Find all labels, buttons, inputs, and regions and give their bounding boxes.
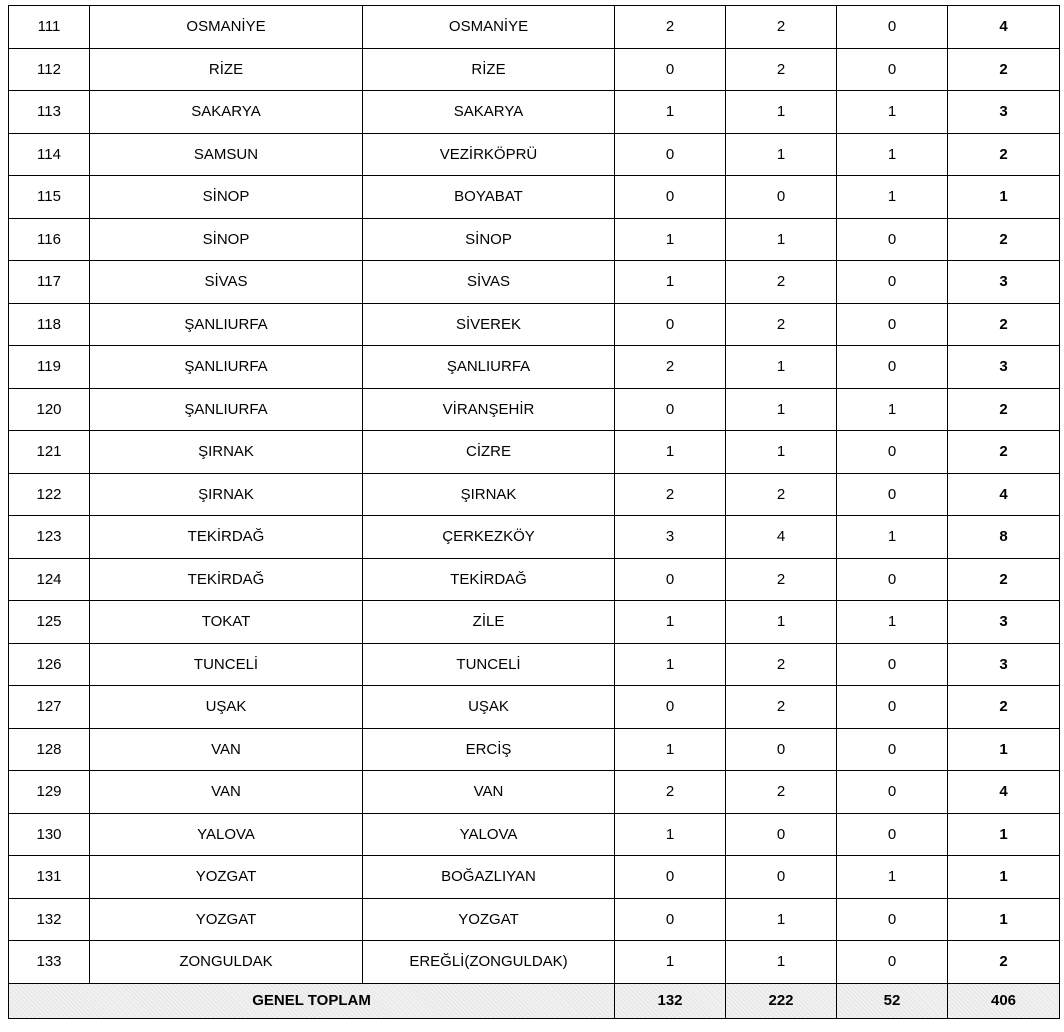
count-a-cell: 2 <box>615 771 726 814</box>
table-row <box>9 388 1060 431</box>
table-body <box>9 6 1060 1019</box>
count-c-cell: 1 <box>837 388 948 431</box>
district-cell: TEKİRDAĞ <box>363 558 615 601</box>
count-b-cell: 2 <box>726 558 837 601</box>
count-b-cell: 0 <box>726 856 837 899</box>
count-a-cell: 2 <box>615 6 726 49</box>
count-a-cell: 1 <box>615 431 726 474</box>
count-c-cell: 0 <box>837 898 948 941</box>
count-b-cell: 2 <box>726 6 837 49</box>
province-cell: UŞAK <box>90 686 363 729</box>
province-cell: SİNOP <box>90 218 363 261</box>
count-b-cell: 2 <box>726 643 837 686</box>
row-number-cell: 116 <box>9 218 90 261</box>
table-row <box>9 898 1060 941</box>
district-cell: UŞAK <box>363 686 615 729</box>
row-number-cell: 124 <box>9 558 90 601</box>
row-total-cell: 1 <box>948 728 1060 771</box>
row-number-cell: 130 <box>9 813 90 856</box>
grand-total-row <box>9 983 1060 1018</box>
row-number-cell: 119 <box>9 346 90 389</box>
table-row <box>9 218 1060 261</box>
count-b-cell: 2 <box>726 771 837 814</box>
row-total-cell: 2 <box>948 431 1060 474</box>
row-number-cell: 131 <box>9 856 90 899</box>
province-cell: ŞANLIURFA <box>90 346 363 389</box>
row-number-cell: 127 <box>9 686 90 729</box>
row-total-cell: 8 <box>948 516 1060 559</box>
district-cell: SAKARYA <box>363 91 615 134</box>
grand-total-col-c: 52 <box>837 983 948 1018</box>
count-a-cell: 1 <box>615 91 726 134</box>
district-cell: OSMANİYE <box>363 6 615 49</box>
count-a-cell: 1 <box>615 601 726 644</box>
row-total-cell: 2 <box>948 686 1060 729</box>
count-c-cell: 0 <box>837 941 948 984</box>
count-a-cell: 0 <box>615 686 726 729</box>
district-cell: BOĞAZLIYAN <box>363 856 615 899</box>
count-b-cell: 1 <box>726 898 837 941</box>
province-cell: TOKAT <box>90 601 363 644</box>
count-a-cell: 0 <box>615 856 726 899</box>
province-cell: YOZGAT <box>90 856 363 899</box>
province-cell: TEKİRDAĞ <box>90 558 363 601</box>
table-row <box>9 771 1060 814</box>
count-c-cell: 1 <box>837 133 948 176</box>
count-c-cell: 0 <box>837 346 948 389</box>
row-total-cell: 1 <box>948 813 1060 856</box>
row-total-cell: 3 <box>948 601 1060 644</box>
row-number-cell: 125 <box>9 601 90 644</box>
district-cell: ÇERKEZKÖY <box>363 516 615 559</box>
count-b-cell: 1 <box>726 218 837 261</box>
row-total-cell: 3 <box>948 91 1060 134</box>
table-row <box>9 558 1060 601</box>
count-a-cell: 0 <box>615 388 726 431</box>
table-row <box>9 941 1060 984</box>
table-row <box>9 431 1060 474</box>
province-cell: YOZGAT <box>90 898 363 941</box>
row-number-cell: 122 <box>9 473 90 516</box>
count-c-cell: 0 <box>837 813 948 856</box>
count-c-cell: 0 <box>837 728 948 771</box>
province-cell: VAN <box>90 771 363 814</box>
row-number-cell: 115 <box>9 176 90 219</box>
table-row <box>9 686 1060 729</box>
district-cell: YOZGAT <box>363 898 615 941</box>
table-row <box>9 643 1060 686</box>
province-cell: ŞANLIURFA <box>90 388 363 431</box>
count-c-cell: 0 <box>837 431 948 474</box>
count-c-cell: 0 <box>837 6 948 49</box>
count-b-cell: 2 <box>726 686 837 729</box>
count-c-cell: 0 <box>837 643 948 686</box>
table-row <box>9 856 1060 899</box>
table-row <box>9 133 1060 176</box>
district-cell: ŞANLIURFA <box>363 346 615 389</box>
province-cell: SAKARYA <box>90 91 363 134</box>
count-c-cell: 0 <box>837 218 948 261</box>
count-b-cell: 1 <box>726 941 837 984</box>
province-cell: SİNOP <box>90 176 363 219</box>
count-b-cell: 1 <box>726 431 837 474</box>
row-number-cell: 120 <box>9 388 90 431</box>
row-total-cell: 2 <box>948 941 1060 984</box>
province-cell: SİVAS <box>90 261 363 304</box>
count-c-cell: 0 <box>837 473 948 516</box>
province-cell: YALOVA <box>90 813 363 856</box>
district-cell: YALOVA <box>363 813 615 856</box>
row-total-cell: 1 <box>948 856 1060 899</box>
row-number-cell: 114 <box>9 133 90 176</box>
count-a-cell: 0 <box>615 558 726 601</box>
table-row <box>9 176 1060 219</box>
grand-total-col-a: 132 <box>615 983 726 1018</box>
row-total-cell: 3 <box>948 643 1060 686</box>
table-row <box>9 303 1060 346</box>
row-total-cell: 1 <box>948 898 1060 941</box>
count-c-cell: 1 <box>837 91 948 134</box>
row-total-cell: 2 <box>948 303 1060 346</box>
row-total-cell: 1 <box>948 176 1060 219</box>
district-cell: BOYABAT <box>363 176 615 219</box>
province-cell: ZONGULDAK <box>90 941 363 984</box>
count-c-cell: 0 <box>837 261 948 304</box>
row-total-cell: 4 <box>948 6 1060 49</box>
row-number-cell: 121 <box>9 431 90 474</box>
row-number-cell: 133 <box>9 941 90 984</box>
row-number-cell: 117 <box>9 261 90 304</box>
count-a-cell: 1 <box>615 261 726 304</box>
district-cell: RİZE <box>363 48 615 91</box>
row-total-cell: 3 <box>948 346 1060 389</box>
district-cell: TUNCELİ <box>363 643 615 686</box>
count-b-cell: 0 <box>726 813 837 856</box>
table-row <box>9 6 1060 49</box>
district-cell: CİZRE <box>363 431 615 474</box>
grand-total-label: GENEL TOPLAM <box>9 983 615 1018</box>
district-cell: VİRANŞEHİR <box>363 388 615 431</box>
row-number-cell: 113 <box>9 91 90 134</box>
table-row <box>9 473 1060 516</box>
table-row <box>9 601 1060 644</box>
count-a-cell: 1 <box>615 941 726 984</box>
row-number-cell: 123 <box>9 516 90 559</box>
count-c-cell: 1 <box>837 856 948 899</box>
district-cell: EREĞLİ(ZONGULDAK) <box>363 941 615 984</box>
district-cell: SİVEREK <box>363 303 615 346</box>
count-a-cell: 0 <box>615 133 726 176</box>
province-cell: ŞIRNAK <box>90 473 363 516</box>
count-b-cell: 2 <box>726 48 837 91</box>
row-total-cell: 2 <box>948 218 1060 261</box>
count-a-cell: 1 <box>615 218 726 261</box>
count-c-cell: 0 <box>837 771 948 814</box>
count-a-cell: 2 <box>615 346 726 389</box>
district-cell: ZİLE <box>363 601 615 644</box>
province-cell: ŞANLIURFA <box>90 303 363 346</box>
count-c-cell: 1 <box>837 516 948 559</box>
district-cell: SİNOP <box>363 218 615 261</box>
row-number-cell: 132 <box>9 898 90 941</box>
count-b-cell: 1 <box>726 91 837 134</box>
count-b-cell: 1 <box>726 601 837 644</box>
count-c-cell: 0 <box>837 686 948 729</box>
table-row <box>9 813 1060 856</box>
row-total-cell: 2 <box>948 388 1060 431</box>
count-a-cell: 0 <box>615 898 726 941</box>
row-total-cell: 2 <box>948 558 1060 601</box>
province-cell: ŞIRNAK <box>90 431 363 474</box>
count-a-cell: 1 <box>615 643 726 686</box>
count-b-cell: 0 <box>726 728 837 771</box>
count-a-cell: 1 <box>615 813 726 856</box>
row-number-cell: 128 <box>9 728 90 771</box>
count-b-cell: 2 <box>726 303 837 346</box>
count-b-cell: 0 <box>726 176 837 219</box>
table-row <box>9 48 1060 91</box>
count-c-cell: 0 <box>837 48 948 91</box>
count-c-cell: 1 <box>837 176 948 219</box>
province-cell: VAN <box>90 728 363 771</box>
table-row <box>9 516 1060 559</box>
province-cell: RİZE <box>90 48 363 91</box>
province-cell: SAMSUN <box>90 133 363 176</box>
district-cell: VAN <box>363 771 615 814</box>
count-a-cell: 0 <box>615 303 726 346</box>
grand-total-sum: 406 <box>948 983 1060 1018</box>
count-c-cell: 0 <box>837 303 948 346</box>
count-a-cell: 0 <box>615 176 726 219</box>
count-b-cell: 1 <box>726 346 837 389</box>
count-c-cell: 1 <box>837 601 948 644</box>
row-total-cell: 4 <box>948 771 1060 814</box>
table-row <box>9 346 1060 389</box>
table-row <box>9 728 1060 771</box>
row-number-cell: 126 <box>9 643 90 686</box>
count-a-cell: 2 <box>615 473 726 516</box>
count-b-cell: 1 <box>726 388 837 431</box>
row-number-cell: 111 <box>9 6 90 49</box>
count-a-cell: 0 <box>615 48 726 91</box>
province-cell: OSMANİYE <box>90 6 363 49</box>
row-number-cell: 118 <box>9 303 90 346</box>
row-number-cell: 129 <box>9 771 90 814</box>
count-b-cell: 2 <box>726 473 837 516</box>
grand-total-col-b: 222 <box>726 983 837 1018</box>
table-row <box>9 91 1060 134</box>
district-cell: ERCİŞ <box>363 728 615 771</box>
row-total-cell: 2 <box>948 133 1060 176</box>
table-row <box>9 261 1060 304</box>
province-cell: TEKİRDAĞ <box>90 516 363 559</box>
count-b-cell: 2 <box>726 261 837 304</box>
count-c-cell: 0 <box>837 558 948 601</box>
district-cell: SİVAS <box>363 261 615 304</box>
count-a-cell: 3 <box>615 516 726 559</box>
row-total-cell: 3 <box>948 261 1060 304</box>
count-a-cell: 1 <box>615 728 726 771</box>
data-table <box>8 5 1060 1019</box>
row-number-cell: 112 <box>9 48 90 91</box>
count-b-cell: 4 <box>726 516 837 559</box>
row-total-cell: 2 <box>948 48 1060 91</box>
province-cell: TUNCELİ <box>90 643 363 686</box>
district-cell: ŞIRNAK <box>363 473 615 516</box>
district-cell: VEZİRKÖPRÜ <box>363 133 615 176</box>
count-b-cell: 1 <box>726 133 837 176</box>
row-total-cell: 4 <box>948 473 1060 516</box>
